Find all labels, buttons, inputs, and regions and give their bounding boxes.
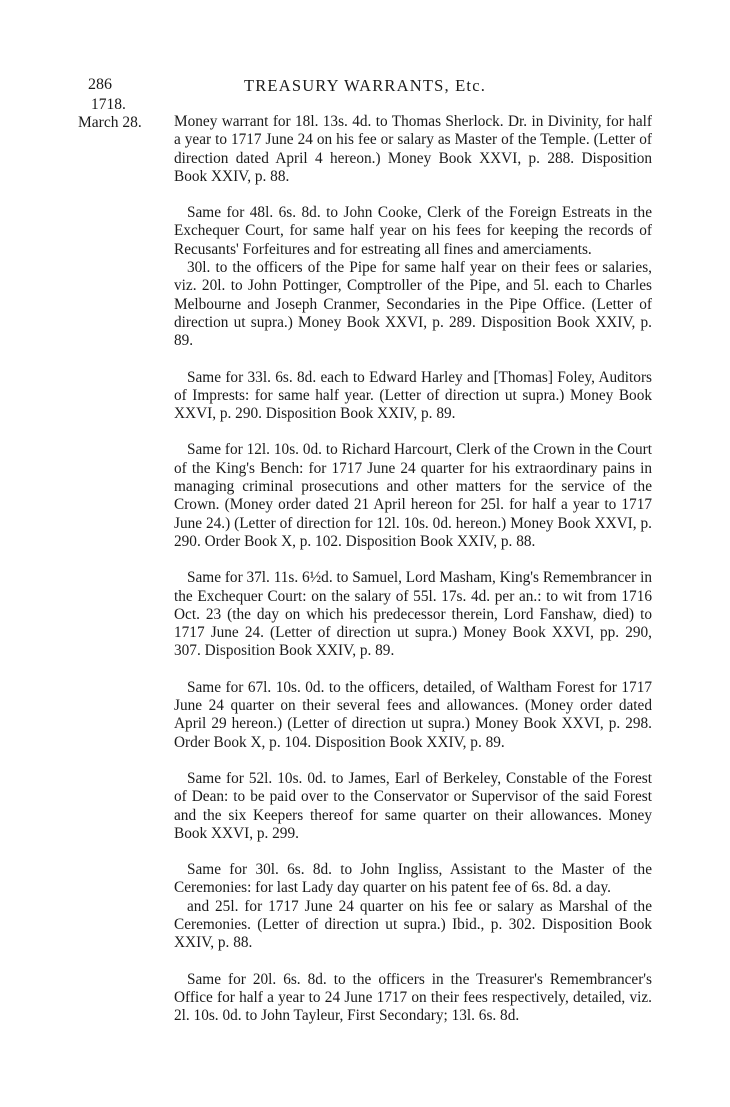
document-body: [174, 113, 652, 1043]
entry: [174, 770, 652, 843]
entry: [174, 679, 652, 752]
page-number: 286: [88, 76, 112, 93]
entry-paragraph: Same for 20l. 6s. 8d. to the officers in the Treasurer's Remembrancer's Office for half a year to 24 June 1717 on their fees respectively, detailed, viz. 2l. 10s. 0d. to John Tayleur, First Secondary; 13l. 6s. 8d.: [174, 970, 652, 1025]
year-margin-note: 1718.: [91, 96, 126, 113]
entry-paragraph: Same for 52l. 10s. 0d. to James, Earl of Berkeley, Constable of the Forest of Dean: to be paid over to the Conservator or Supervisor of the said Forest and the six Keepers thereof for same quarter on their allowances. Money Book XXVI, p. 299.: [174, 769, 652, 842]
entry-paragraph: Same for 30l. 6s. 8d. to John Ingliss, Assistant to the Master of the Ceremonies: for last Lady day quarter on his patent fee of 6s. 8d. a day.: [174, 861, 652, 897]
date-margin-note: March 28.: [78, 114, 142, 131]
entry-paragraph: Same for 48l. 6s. 8d. to John Cooke, Clerk of the Foreign Estreats in the Exchequer Court, for same half year on his fees for keeping the records of Recusants' Forfeitures and for estreating all fines and amerciaments.: [174, 204, 652, 258]
entry: [174, 441, 652, 551]
entry: [174, 369, 652, 424]
entry: [174, 204, 652, 350]
entry: [174, 113, 652, 186]
entry-paragraph: and 25l. for 1717 June 24 quarter on his fee or salary as Marshal of the Ceremonies. (Letter of direction ut supra.) Ibid., p. 302. Disposition Book XXIV, p. 88.: [174, 897, 652, 952]
entry-paragraph: Money warrant for 18l. 13s. 4d. to Thomas Sherlock. Dr. in Divinity, for half a year to 1717 June 24 on his fee or salary as Master of the Temple. (Letter of direction dated April 4 hereon.) Money Book XXVI, p. 288. Disposition Book XXIV, p. 88.: [174, 113, 652, 185]
entry-paragraph: Same for 33l. 6s. 8d. each to Edward Harley and [Thomas] Foley, Auditors of Imprests: for same half year. (Letter of direction ut supra.) Money Book XXVI, p. 290. Disposition Book XXIV, p. 89.: [174, 368, 652, 423]
entry: [174, 861, 652, 952]
entry: [174, 569, 652, 660]
entry-paragraph: 30l. to the officers of the Pipe for same half year on their fees or salaries, viz. 20l. to John Pottinger, Comptroller of the Pipe, and 5l. each to Charles Melbourne and Joseph Cranmer, Secondaries in the Pipe Office. (Letter of direction ut supra.) Money Book XXVI, p. 289. Disposition Book XXIV, p. 89.: [174, 259, 652, 350]
entry-paragraph: Same for 37l. 11s. 6½d. to Samuel, Lord Masham, King's Remembrancer in the Exchequer Court: on the salary of 55l. 17s. 4d. per an.: to wit from 1716 Oct. 23 (the day on which his predecessor therein, Lord Fanshaw, died) to 1717 June 24. (Letter of direction ut supra.) Money Book XXVI, pp. 290, 307. Disposition Book XXIV, p. 89.: [174, 569, 652, 660]
running-title: TREASURY WARRANTS, Etc.: [243, 76, 487, 95]
entry-paragraph: Same for 12l. 10s. 0d. to Richard Harcourt, Clerk of the Crown in the Court of the King's Bench: for 1717 June 24 quarter for his extraordinary pains in managing criminal prosecutions and other matters for the service of the Crown. (Money order dated 21 April hereon for 25l. for half a year to 1717 June 24.) (Letter of direction for 12l. 10s. 0d. hereon.) Money Book XXVI, p. 290. Order Book X, p. 102. Disposition Book XXIV, p. 88.: [174, 441, 652, 550]
entry-paragraph: Same for 67l. 10s. 0d. to the officers, detailed, of Waltham Forest for 1717 June 24 quarter on their several fees and allowances. (Money order dated April 29 hereon.) (Letter of direction ut supra.) Money Book XXVI, p. 298. Order Book X, p. 104. Disposition Book XXIV, p. 89.: [174, 678, 652, 751]
entry: [174, 971, 652, 1026]
